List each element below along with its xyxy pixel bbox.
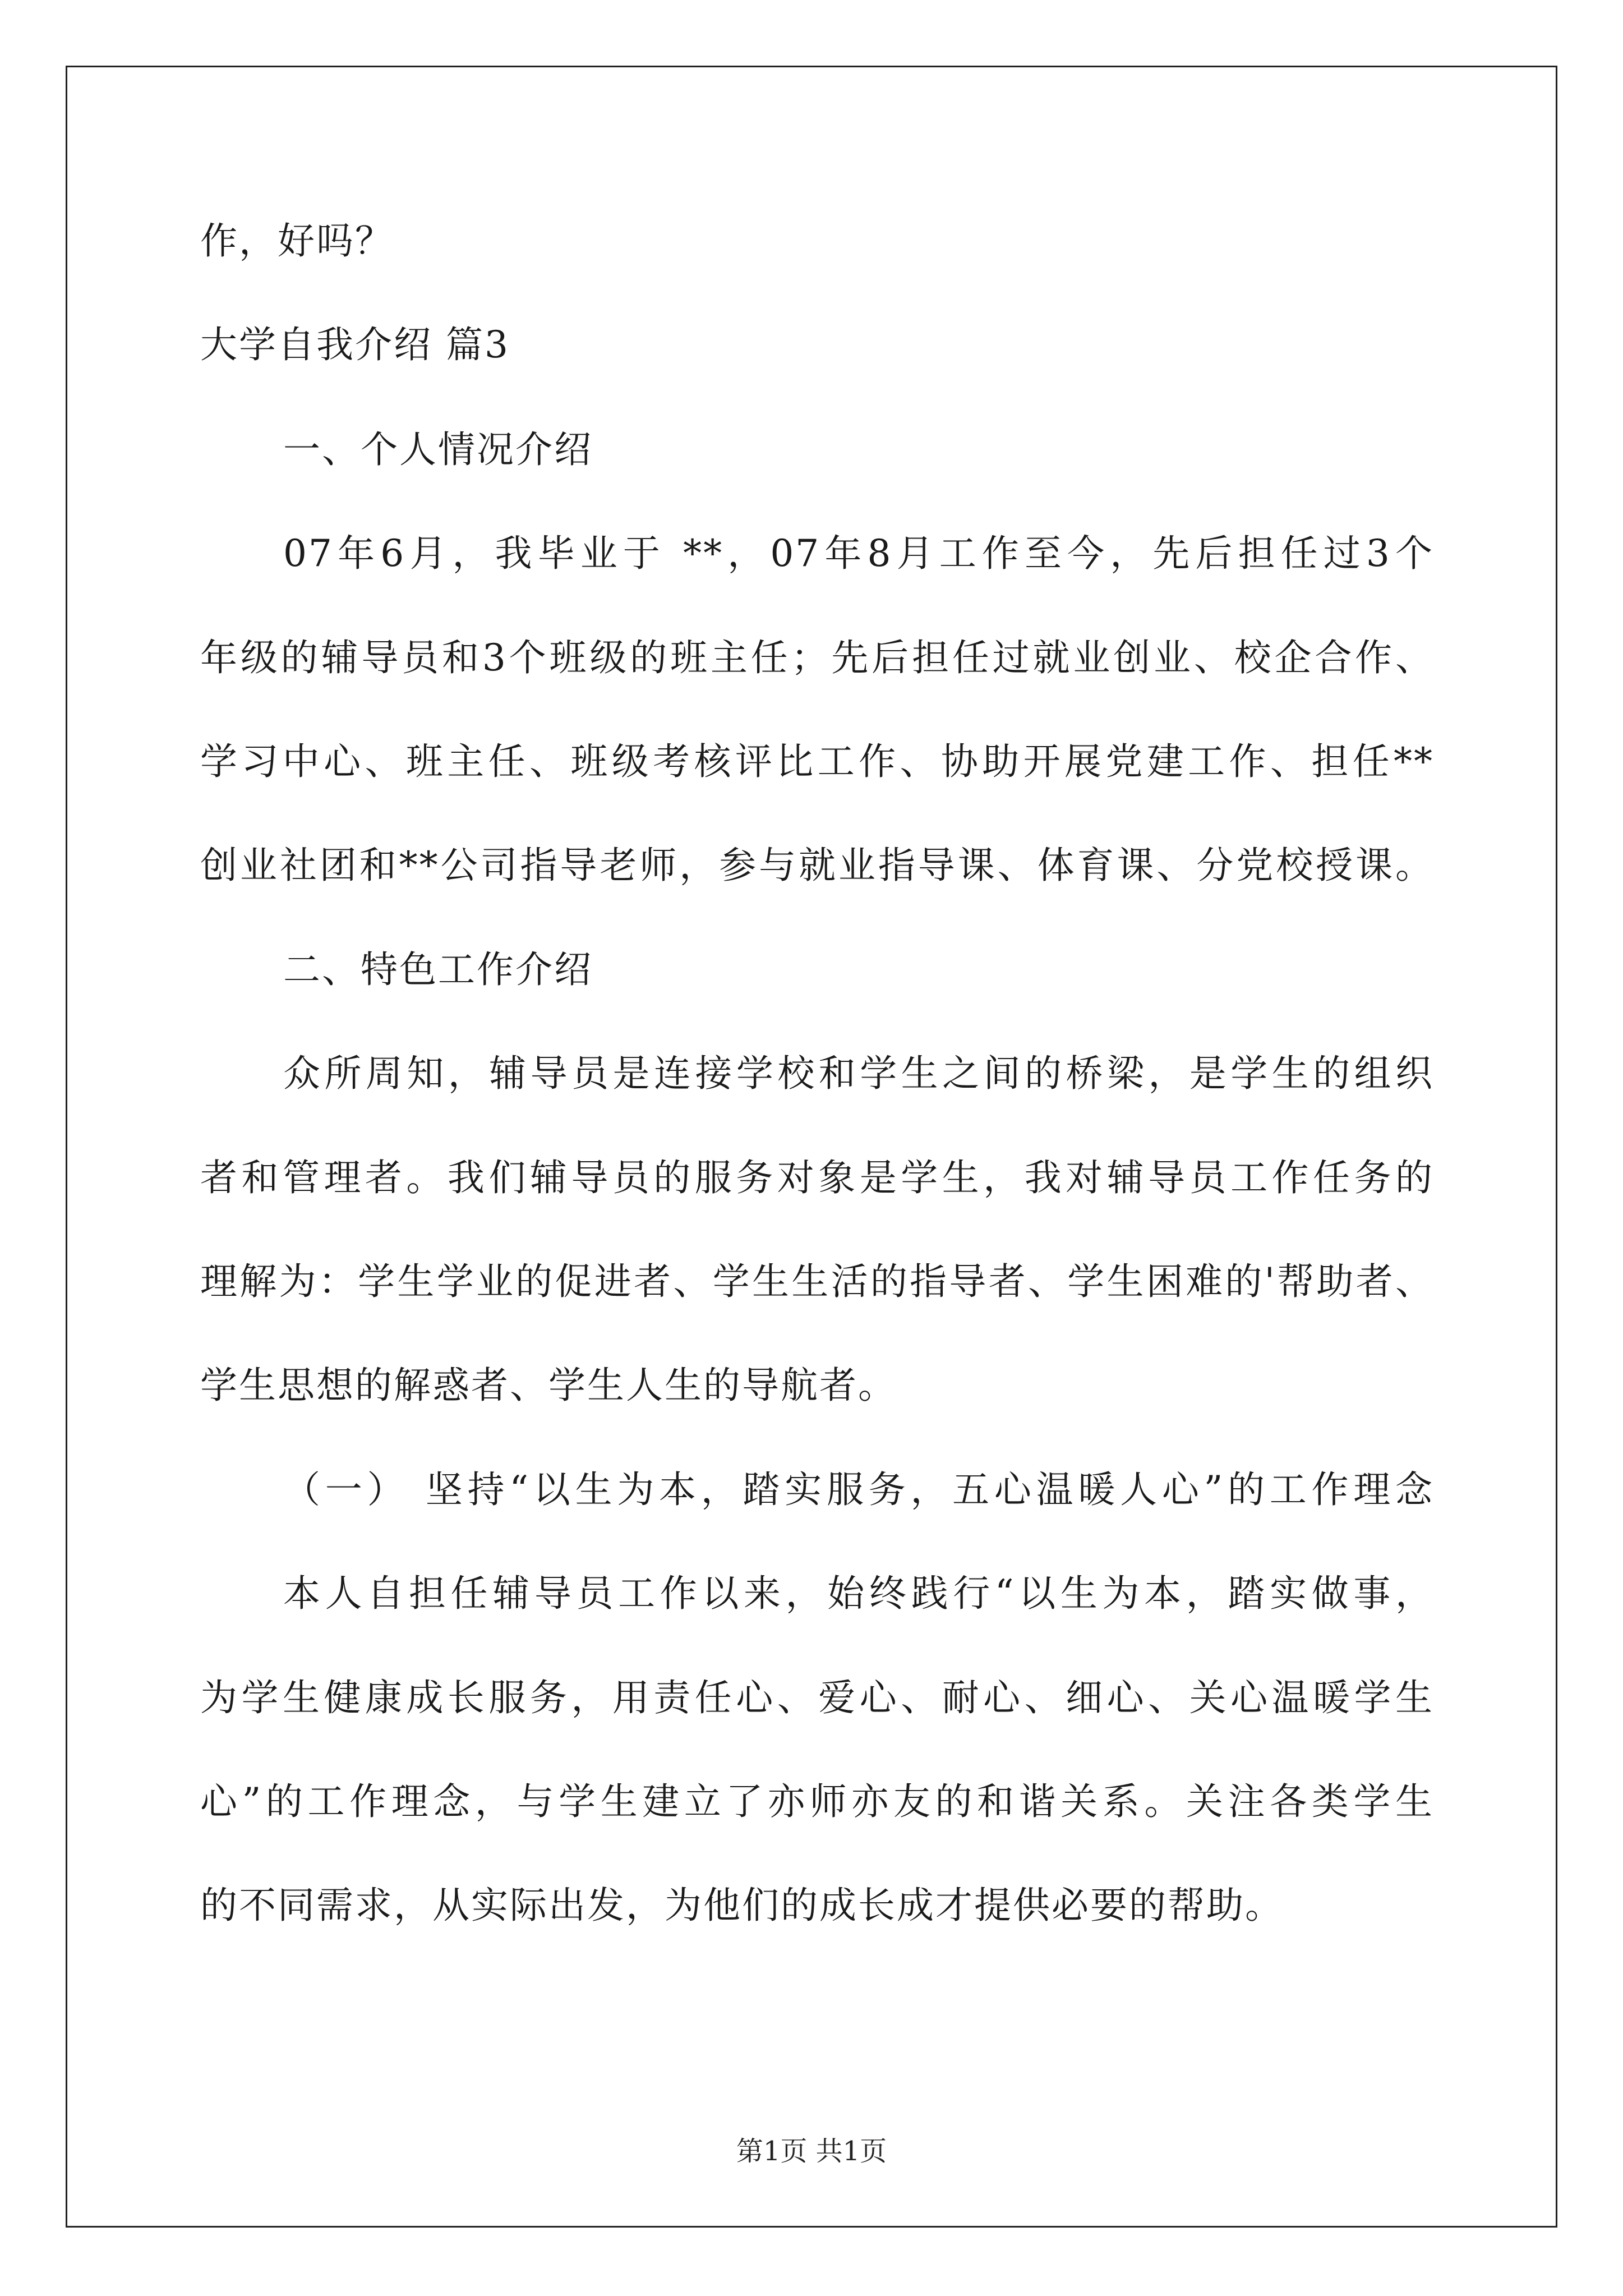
paragraph-line: 年级的辅导员和3个班级的班主任；先后担任过就业创业、校企合作、 bbox=[200, 636, 1434, 679]
heading-personal-intro: 一、个人情况介绍 bbox=[283, 428, 593, 471]
paragraph-line: 学习中心、班主任、班级考核评比工作、协助开展党建工作、担任** bbox=[200, 740, 1434, 783]
paragraph-line: 众所周知，辅导员是连接学校和学生之间的桥梁，是学生的组织 bbox=[283, 1052, 1434, 1095]
subheading-work-philosophy: （一） 坚持“以生为本，踏实服务，五心温暖人心”的工作理念 bbox=[283, 1468, 1434, 1511]
paragraph-line: 的不同需求，从实际出发，为他们的成长成才提供必要的帮助。 bbox=[200, 1884, 1284, 1927]
paragraph-line: 为学生健康成长服务，用责任心、爱心、耐心、细心、关心温暖学生 bbox=[200, 1676, 1434, 1719]
paragraph-line: 心”的工作理念，与学生建立了亦师亦友的和谐关系。关注各类学生 bbox=[200, 1780, 1434, 1823]
paragraph-line: 者和管理者。我们辅导员的服务对象是学生，我对辅导员工作任务的 bbox=[200, 1156, 1434, 1199]
paragraph-line: 学生思想的解惑者、学生人生的导航者。 bbox=[200, 1364, 897, 1407]
paragraph-line: 创业社团和**公司指导老师，参与就业指导课、体育课、分党校授课。 bbox=[200, 844, 1434, 887]
paragraph-line: 理解为：学生学业的促进者、学生生活的指导者、学生困难的'帮助者、 bbox=[200, 1260, 1434, 1303]
paragraph-line: 07年6月，我毕业于 **，07年8月工作至今，先后担任过3个 bbox=[283, 532, 1434, 575]
heading-feature-work: 二、特色工作介绍 bbox=[283, 948, 593, 991]
text-line-continuation: 作，好吗？ bbox=[200, 219, 394, 263]
paragraph-line: 本人自担任辅导员工作以来，始终践行“以生为本，踏实做事， bbox=[283, 1572, 1434, 1615]
page-footer: 第1页 共1页 bbox=[736, 2136, 887, 2167]
section-title: 大学自我介绍 篇3 bbox=[200, 323, 510, 366]
